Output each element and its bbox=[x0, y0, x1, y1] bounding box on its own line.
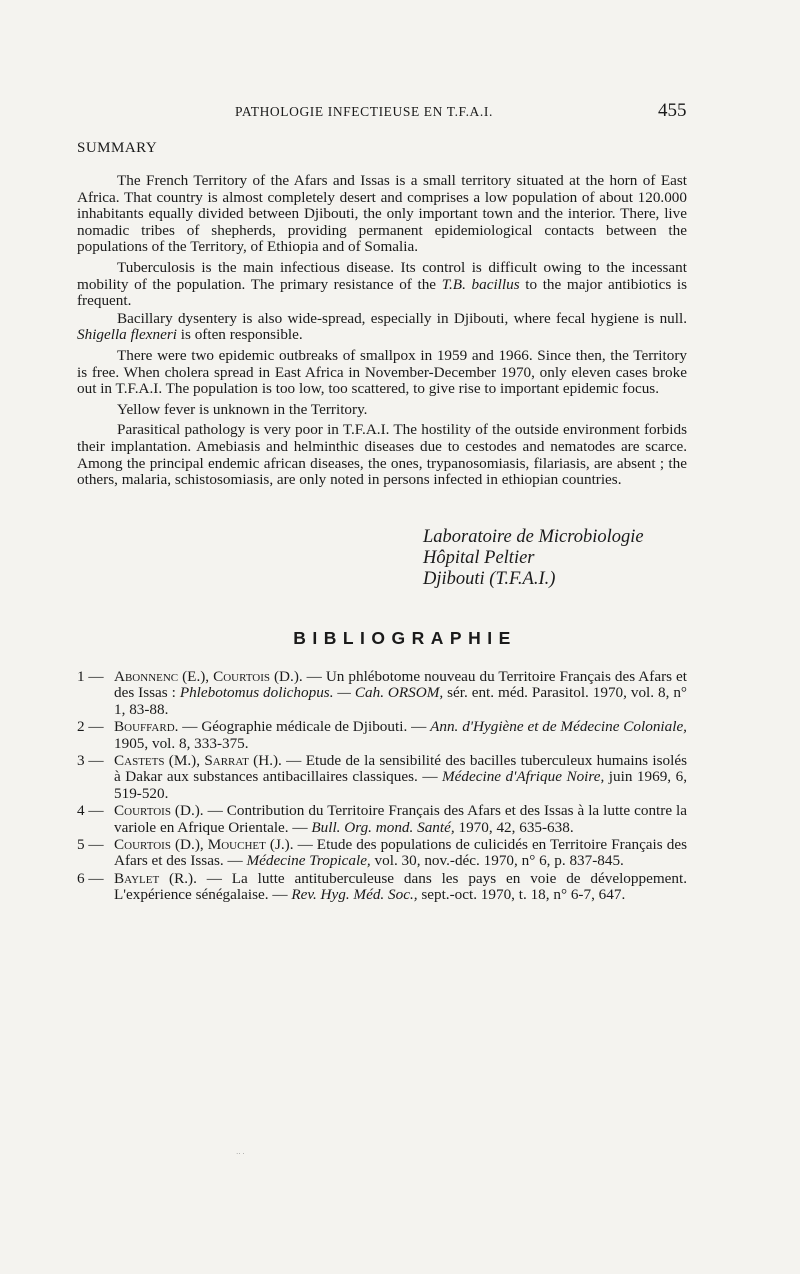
reference-item: 4 — Courtois (D.). — Contribution du Territoire Français des Afars et des Issas à la lutte contre la variole en Afrique Orientale. — Bull. Org. mond. Santé, 1970, 42, 635-638. bbox=[77, 802, 687, 836]
summary-paragraph: Tuberculosis is the main infectious disease. Its control is difficult owing to the incessant mobility of the population. The primary resistance of the T.B. bacillus to the major antibiotics is frequent. bbox=[77, 258, 687, 310]
running-title: PATHOLOGIE INFECTIEUSE EN T.F.A.I. bbox=[235, 104, 493, 119]
summary-heading: SUMMARY bbox=[77, 140, 158, 156]
author-affiliation bbox=[423, 527, 644, 590]
reference-item: 2 — Bouffard. — Géographie médicale de Djibouti. — Ann. d'Hygiène et de Médecine Coloniale, 1905, vol. 8, 333-375. bbox=[77, 718, 687, 752]
summary-body bbox=[77, 173, 687, 490]
reference-item: 6 — Baylet (R.). — La lutte antituberculeuse dans les pays en voie de développement. L'expérience sénégalaise. — Rev. Hyg. Méd. Soc., sept.-oct. 1970, t. 18, n° 6-7, 647. bbox=[77, 869, 687, 904]
reference-number: 4 — bbox=[77, 802, 104, 820]
reference-item: 3 — Castets (M.), Sarrat (H.). — Etude de la sensibilité des bacilles tuberculeux humains isolés à Dakar aux substances antibacillaires classiques. — Médecine d'Afrique Noire, juin 1969, 6, 519-520. bbox=[77, 752, 688, 802]
affiliation-line: Hôpital Peltier bbox=[423, 548, 535, 568]
print-speck: ·· · bbox=[236, 1150, 245, 1158]
bibliography-heading: BIBLIOGRAPHIE bbox=[293, 628, 517, 648]
summary-paragraph: Parasitical pathology is very poor in T.F.A.I. The hostility of the outside environment forbids their implantation. Amebiasis and helminthic diseases due to cestodes and nematodes are scarce. Among the principal endemic african diseases, the ones, trypanosomiasis, filariasis, are absent ; the others, malaria, schistosomiasis, are only noted in persons infected in ethiopian countries. bbox=[77, 421, 687, 489]
bibliography-list bbox=[77, 669, 687, 905]
reference-number: 1 — bbox=[77, 668, 104, 685]
summary-paragraph: There were two epidemic outbreaks of smallpox in 1959 and 1966. Since then, the Territory is free. When cholera spread in East Africa in November-December 1970, only eleven cases broke out in T.F.A.I. The population is too low, too scattered, to give rise to important epidemic focus. bbox=[77, 346, 687, 398]
reference-number: 5 — bbox=[77, 836, 104, 854]
reference-number: 3 — bbox=[77, 752, 104, 770]
affiliation-line: Laboratoire de Microbiologie bbox=[423, 527, 644, 547]
reference-number: 2 — bbox=[77, 718, 104, 736]
summary-paragraph: The French Territory of the Afars and Issas is a small territory situated at the horn of East Africa. That country is almost completely desert and comprises a low population of about 120.000 inhabitants equally divided between Djibouti, the only important town and the interior. There, live nomadic tribes of shepherds, providing permanent epidemiological contacts between the populations of the Territory, of Ethiopia and of Somalia. bbox=[77, 172, 687, 256]
affiliation-line: Djibouti (T.F.A.I.) bbox=[423, 569, 556, 589]
page-number: 455 bbox=[658, 100, 687, 121]
summary-paragraph: Bacillary dysentery is also wide-spread, especially in Djibouti, where fecal hygiene is null. Shigella flexneri is often responsible. bbox=[77, 309, 687, 344]
reference-number: 6 — bbox=[77, 869, 104, 887]
summary-paragraph: Yellow fever is unknown in the Territory. bbox=[117, 400, 368, 418]
reference-item: 1 — Abonnenc (E.), Courtois (D.). — Un phlébotome nouveau du Territoire Français des Afars et des Issas : Phlebotomus dolichopus. — Cah. ORSOM, sér. ent. méd. Parasitol. 1970, vol. 8, n° 1, 83-88. bbox=[77, 668, 688, 718]
reference-item: 5 — Courtois (D.), Mouchet (J.). — Etude des populations de culicidés en Territoire Français des Afars et des Issas. — Médecine Tropicale, vol. 30, nov.-déc. 1970, n° 6, p. 837-845. bbox=[77, 836, 687, 870]
